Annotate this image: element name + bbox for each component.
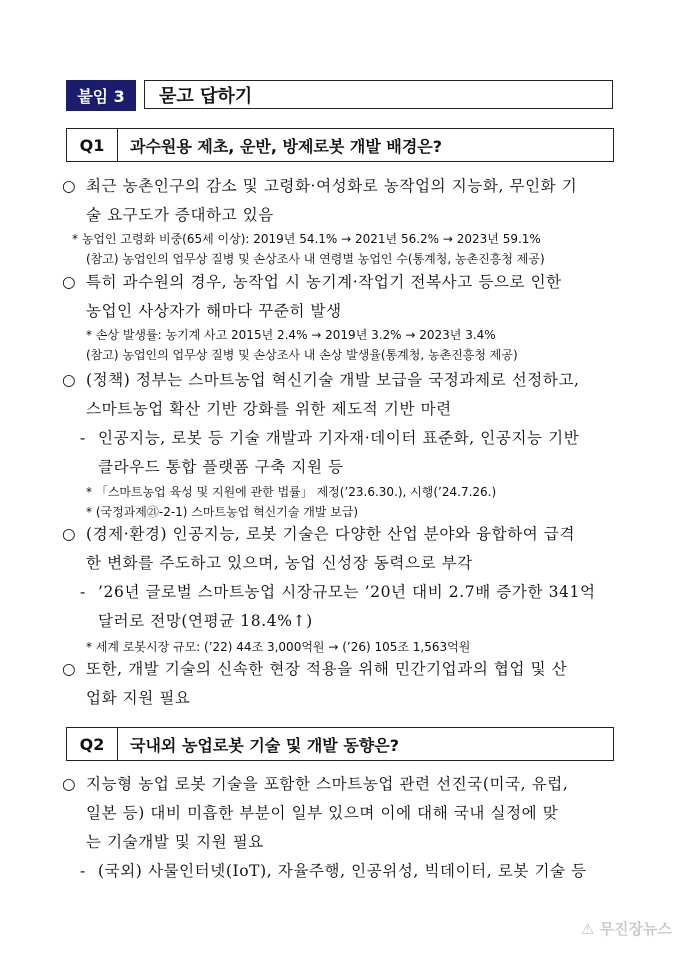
q1-note-3: * 손상 발생률: 농기계 사고 2015년 2.4% → 2019년 3.2% → 2023년 3.4% [86, 328, 496, 342]
q1-bullet-5: ○ 또한, 개발 기술의 신속한 현장 적용을 위해 민간기업과의 협업 및 산 [62, 660, 568, 678]
q1-note-5: * 「스마트농업 육성 및 지원에 관한 법률」 제정(’23.6.30.), 시행(’24.7.26.) [86, 485, 497, 499]
q1-dash-2: - ’26년 글로벌 스마트농업 시장규모는 ’20년 대비 2.7배 증가한 341억 [80, 583, 596, 601]
q1-note-2: (참고) 농업인의 업무상 질병 및 손상조사 내 연령별 농업인 수(통계청, 농촌진흥청 제공) [86, 252, 545, 266]
q1-bullet-1-cont: 술 요구도가 증대하고 있음 [86, 206, 274, 224]
q1-bullet-4: ○ (경제·환경) 인공지능, 로봇 기술은 다양한 산업 분야와 융합하여 급격 [62, 525, 576, 543]
q1-bullet-5-cont: 업화 지원 필요 [86, 689, 191, 707]
q2-dash-1: - (국외) 사물인터넷(IoT), 자율주행, 인공위성, 빅데이터, 로봇 기술 등 [80, 862, 587, 880]
q1-number: Q1 [67, 129, 118, 161]
q1-note-4: (참고) 농업인의 업무상 질병 및 손상조사 내 손상 발생율(통계청, 농촌진흥청 제공) [86, 348, 518, 362]
q1-dash-1: - 인공지능, 로봇 등 기술 개발과 기자재·데이터 표준화, 인공지능 기반 [80, 429, 580, 447]
q1-header [66, 128, 614, 162]
watermark-icon: ⚠ [580, 920, 600, 938]
q2-bullet-1-cont-2: 는 기술개발 및 지원 필요 [86, 833, 264, 851]
q1-dash-1-cont: 클라우드 통합 플랫폼 구축 지원 등 [98, 458, 344, 476]
q2-number: Q2 [67, 728, 118, 760]
attachment-tag: 붙임 3 [66, 80, 136, 111]
q1-bullet-1: ○ 최근 농촌인구의 감소 및 고령화·여성화로 농작업의 지능화, 무인화 기 [62, 177, 578, 195]
q2-header [66, 727, 614, 761]
q1-title: 과수원용 제초, 운반, 방제로봇 개발 배경은? [130, 136, 443, 156]
page-title [144, 80, 613, 109]
q1-bullet-4-cont: 한 변화를 주도하고 있으며, 농업 신성장 동력으로 부각 [86, 554, 473, 572]
q1-bullet-3: ○ (정책) 정부는 스마트농업 혁신기술 개발 보급을 국정과제로 선정하고, [62, 371, 580, 389]
q2-bullet-1: ○ 지능형 농업 로봇 기술을 포함한 스마트농업 관련 선진국(미국, 유럽, [62, 775, 569, 793]
q1-bullet-2: ○ 특히 과수원의 경우, 농작업 시 농기계·작업기 전복사고 등으로 인한 [62, 273, 562, 291]
page-title-text: 묻고 답하기 [159, 85, 253, 107]
q1-note-6: * (국정과제㉑-2-1) 스마트농업 혁신기술 개발 보급) [86, 505, 359, 519]
q1-dash-2-cont: 달러로 전망(연평균 18.4%↑) [98, 612, 313, 630]
q1-bullet-2-cont: 농업인 사상자가 해마다 꾸준히 발생 [86, 302, 342, 320]
watermark-logo: ⚠ 무진장뉴스 [580, 920, 672, 938]
q1-bullet-3-cont: 스마트농업 확산 기반 강화를 위한 제도적 기반 마련 [86, 400, 452, 418]
q2-title: 국내외 농업로봇 기술 및 개발 동향은? [130, 735, 399, 755]
q1-note-1: * 농업인 고령화 비중(65세 이상): 2019년 54.1% → 2021년 56.2% → 2023년 59.1% [72, 232, 541, 246]
q1-note-7: * 세계 로봇시장 규모: (’22) 44조 3,000억원 → (’26) 105조 1,563억원 [86, 640, 471, 654]
q2-bullet-1-cont-1: 일본 등) 대비 미흡한 부분이 일부 있으며 이에 대해 국내 실정에 맞 [86, 804, 559, 822]
